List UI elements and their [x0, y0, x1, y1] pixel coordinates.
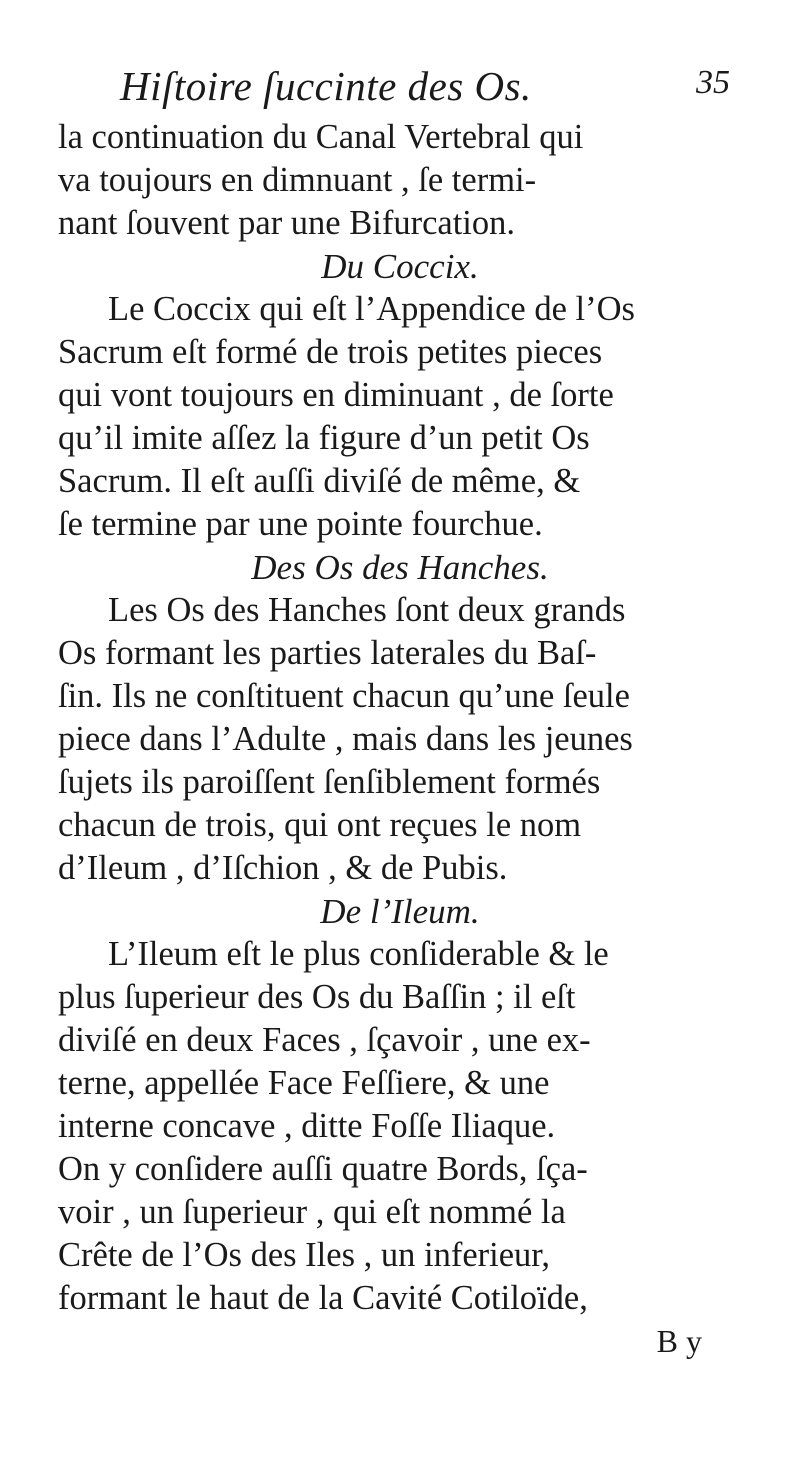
section-heading: Du Coccix. [321, 247, 479, 286]
text-line: ſujets ils paroiſſent ſenſiblement formés [58, 763, 601, 801]
running-head [58, 62, 742, 116]
text-line: plus ſuperieur des Os du Baſſin ; il eſt [58, 978, 576, 1016]
text-line: Les Os des Hanches ſont deux grands [108, 591, 626, 629]
text-line: va toujours en dimnuant , ſe termi- [58, 161, 537, 199]
text-line: la continuation du Canal Vertebral qui [58, 118, 584, 156]
page-number: 35 [696, 64, 730, 101]
text-line: chacun de trois, qui ont reçues le nom [58, 806, 582, 844]
text-line: On y conſidere auſſi quatre Bords, ſça- [58, 1150, 588, 1188]
text-line: terne, appellée Face Feſſiere, & une [58, 1064, 550, 1102]
text-line: d’Ileum , d’Iſchion , & de Pubis. [58, 849, 508, 887]
text-line: Sacrum eſt formé de trois petites pieces [58, 333, 603, 371]
running-title: Hiſtoire ſuccinte des Os. [120, 63, 532, 109]
text-line: Os formant les parties laterales du Baſ- [58, 634, 597, 672]
text-line: Sacrum. Il eſt auſſi diviſé de même, & [58, 462, 581, 500]
text-line: nant ſouvent par une Bifurcation. [58, 204, 515, 242]
text-line: Crête de l’Os des Iles , un inferieur, [58, 1236, 550, 1274]
text-line: ſin. Ils ne conſtituent chacun qu’une ſeule [58, 677, 630, 715]
section-heading: De l’Ileum. [320, 892, 480, 931]
section-heading: Des Os des Hanches. [251, 548, 549, 587]
text-line: voir , un ſuperieur , qui eſt nommé la [58, 1193, 566, 1231]
text-line: ſe termine par une pointe fourchue. [58, 505, 543, 543]
text-line: L’Ileum eſt le plus conſiderable & le [108, 935, 609, 973]
text-line: interne concave , ditte Foſſe Iliaque. [58, 1107, 556, 1145]
signature-mark: B y [656, 1323, 702, 1359]
text-line: diviſé en deux Faces , ſçavoir , une ex- [58, 1021, 591, 1059]
text-line: formant le haut de la Cavité Cotiloïde, [58, 1279, 588, 1317]
text-line: qu’il imite aſſez la figure d’un petit Os [58, 419, 590, 457]
text-line: piece dans l’Adulte , mais dans les jeunes [58, 720, 633, 758]
text-line: qui vont toujours en diminuant , de ſorte [58, 376, 614, 414]
text-line: Le Coccix qui eſt l’Appendice de l’Os [108, 290, 635, 328]
body-text [58, 116, 742, 1363]
